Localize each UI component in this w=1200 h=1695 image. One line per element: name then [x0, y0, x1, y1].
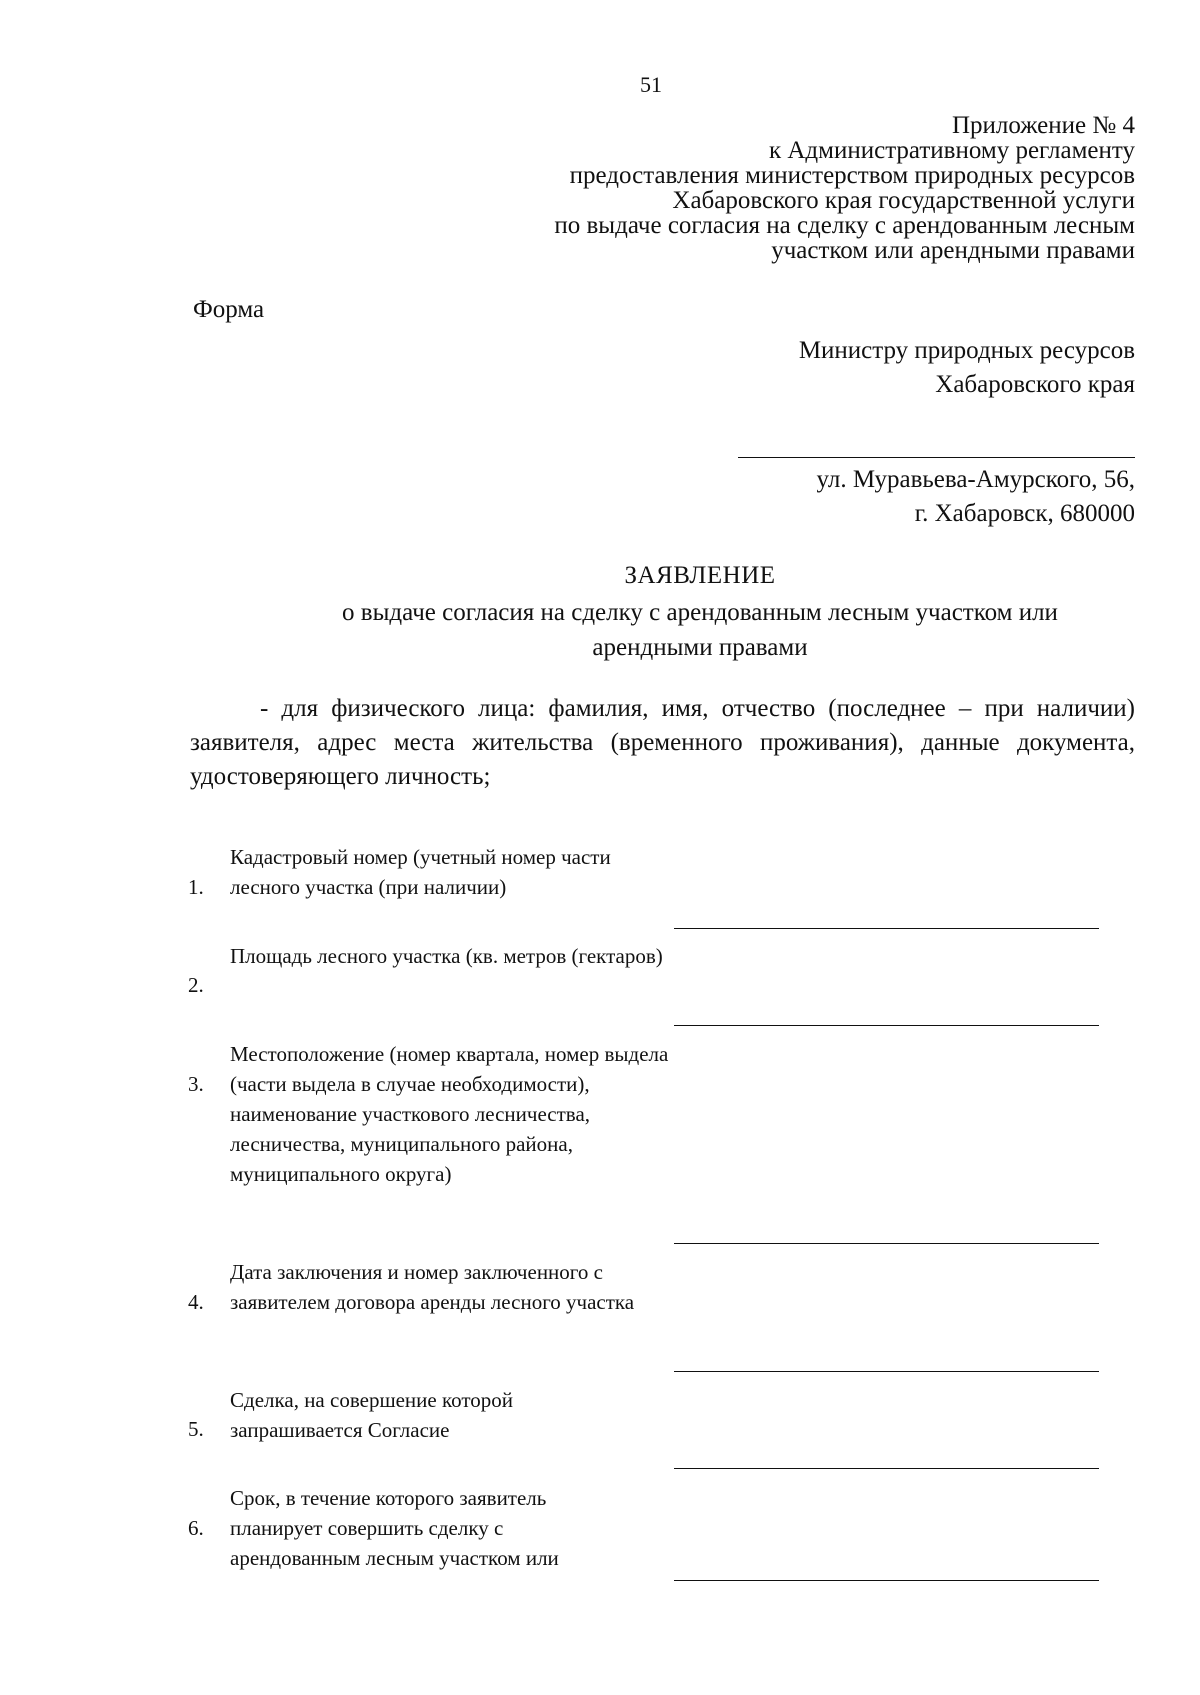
row-answer-line[interactable] — [674, 1025, 1099, 1026]
appendix-line: к Административному регламенту — [768, 137, 1135, 164]
row-answer-line[interactable] — [674, 1580, 1099, 1581]
address-line: г. Хабаровск, 680000 — [914, 500, 1135, 527]
row-label: Площадь лесного участка (кв. метров (гектаров) — [230, 944, 663, 968]
row-label: Срок, в течение которого заявитель планирует совершить сделку с арендованным лесным участком или — [230, 1486, 559, 1570]
appendix-line: участком или арендными правами — [771, 237, 1135, 264]
row-number: 1. — [188, 875, 204, 899]
row-label: Кадастровый номер (учетный номер части лесного участка (при наличии) — [230, 845, 611, 899]
document-title: ЗАЯВЛЕНИЕ — [624, 562, 776, 589]
addressee-line: Министру природных ресурсов — [798, 337, 1135, 364]
appendix-line: Приложение № 4 — [951, 112, 1135, 139]
row-answer-line[interactable] — [674, 928, 1099, 929]
row-answer-line[interactable] — [674, 1243, 1099, 1244]
row-label: Дата заключения и номер заключенного с заявителем договора аренды лесного участка — [230, 1260, 635, 1314]
addressee-line: Хабаровского края — [935, 371, 1135, 398]
appendix-line: Хабаровского края государственной услуги — [672, 187, 1135, 214]
row-label: Местоположение (номер квартала, номер выдела (части выдела в случае необходимости), наименование участкового лесничества, лесничества, муниципального района, муниципального округа) — [230, 1042, 669, 1186]
appendix-line: по выдаче согласия на сделку с арендованным лесным — [554, 212, 1135, 239]
row-answer-line[interactable] — [674, 1371, 1099, 1372]
row-number: 3. — [188, 1072, 204, 1096]
row-number: 4. — [188, 1290, 204, 1314]
row-number: 5. — [188, 1417, 204, 1441]
row-number: 6. — [188, 1516, 204, 1540]
form-label: Форма — [193, 296, 265, 323]
address-line: ул. Муравьева-Амурского, 56, — [816, 466, 1135, 493]
row-label: Сделка, на совершение которой запрашивается Согласие — [230, 1388, 513, 1442]
document-subtitle: о выдаче согласия на сделку с арендованным лесным участком или арендными правами — [342, 599, 1058, 661]
row-number: 2. — [188, 973, 204, 997]
intro-text: - для физического лица: фамилия, имя, отчество (последнее – при наличии) заявителя, адрес места жительства (временного проживания), данные документа, удостоверяющего личность; — [190, 695, 1135, 790]
row-answer-line[interactable] — [674, 1468, 1099, 1469]
page-number: 51 — [640, 72, 662, 97]
appendix-line: предоставления министерством природных ресурсов — [569, 162, 1135, 189]
